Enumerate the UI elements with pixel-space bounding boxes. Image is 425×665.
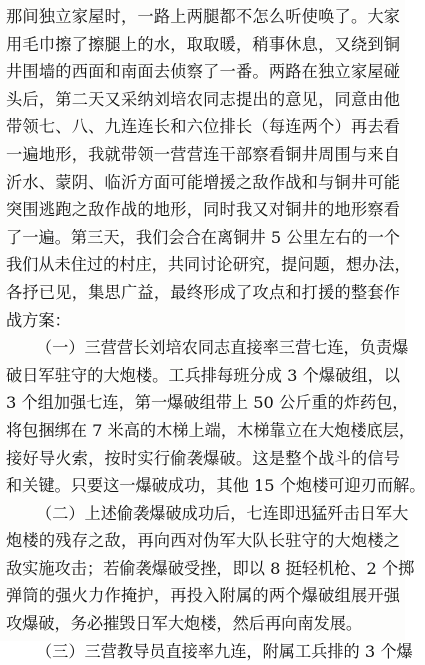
text-line: 那间独立家屋时，一路上两腿都不怎么听使唤了。大家 — [6, 7, 400, 26]
text-line: 接好导火索，按时实行偷袭爆破。这是整个战斗的信号 — [6, 448, 400, 468]
text-line: 敌实施攻击；若偷袭爆破受挫，即以 8 挺轻机枪、2 个掷 — [6, 558, 415, 578]
text-line: 一遍地形，我就带领一营营连干部察看铜井周围与来自 — [6, 144, 400, 164]
text-line: （一）三营营长刘培农同志直接率三营七连，负责爆 — [36, 338, 409, 358]
text-line: 3 个组加强七连，第一爆破组带上 50 公斤重的炸药包， — [6, 393, 409, 413]
text-line: 了一遍。第三天，我们会合在离铜井 5 公里左右的一个 — [6, 227, 400, 247]
text-line: 战方案： — [6, 310, 71, 330]
text-line: 攻爆破，务必摧毁日军大炮楼，然后再向南发展。 — [6, 614, 363, 634]
text-line: 带领七、八、九连连长和六位排长（每连两个）再去看 — [6, 117, 400, 137]
body-text — [6, 3, 425, 665]
text-line: 各抒已见，集思广益，最终形成了攻点和打援的整套作 — [6, 282, 400, 302]
text-line: 和关键。只要这一爆破成功，其他 15 个炮楼可迎刃而解。 — [6, 476, 425, 496]
text-line: （二）上述偷袭爆破成功后，七连即迅猛歼击日军大 — [36, 503, 409, 523]
text-line: 炮楼的残存之敌，再向西对伪军大队长驻守的大炮楼之 — [6, 531, 400, 551]
text-line: 突围逃跑之敌作战的地形，同时我又对铜井的地形察看 — [6, 200, 400, 220]
text-line: 我们从未住过的村庄，共同讨论研究，提问题，想办法， — [6, 255, 411, 275]
text-line: 弹筒的强火力作掩护，再投入附属的两个爆破组展开强 — [6, 586, 400, 606]
text-line: 将包捆绑在 7 米高的木梯上端，木梯靠立在大炮楼底层， — [6, 420, 416, 440]
text-line: 破日军驻守的大炮楼。工兵排每班分成 3 个爆破组，以 — [6, 365, 400, 385]
text-line: 井围墙的西面和南面去侦察了一番。两路在独立家屋碰 — [6, 62, 400, 82]
text-line: 用毛巾擦了擦腿上的水，取取暖，稍事休息，又绕到铜 — [6, 34, 400, 54]
text-line: 沂水、蒙阴、临沂方面可能增援之敌作战和与铜井可能 — [6, 172, 400, 192]
text-line: （三）三营教导员直接率九连，附属工兵排的 3 个爆 — [36, 641, 413, 661]
text-line: 头后，第二天又采纳刘培农同志提出的意见，同意由他 — [6, 89, 400, 109]
